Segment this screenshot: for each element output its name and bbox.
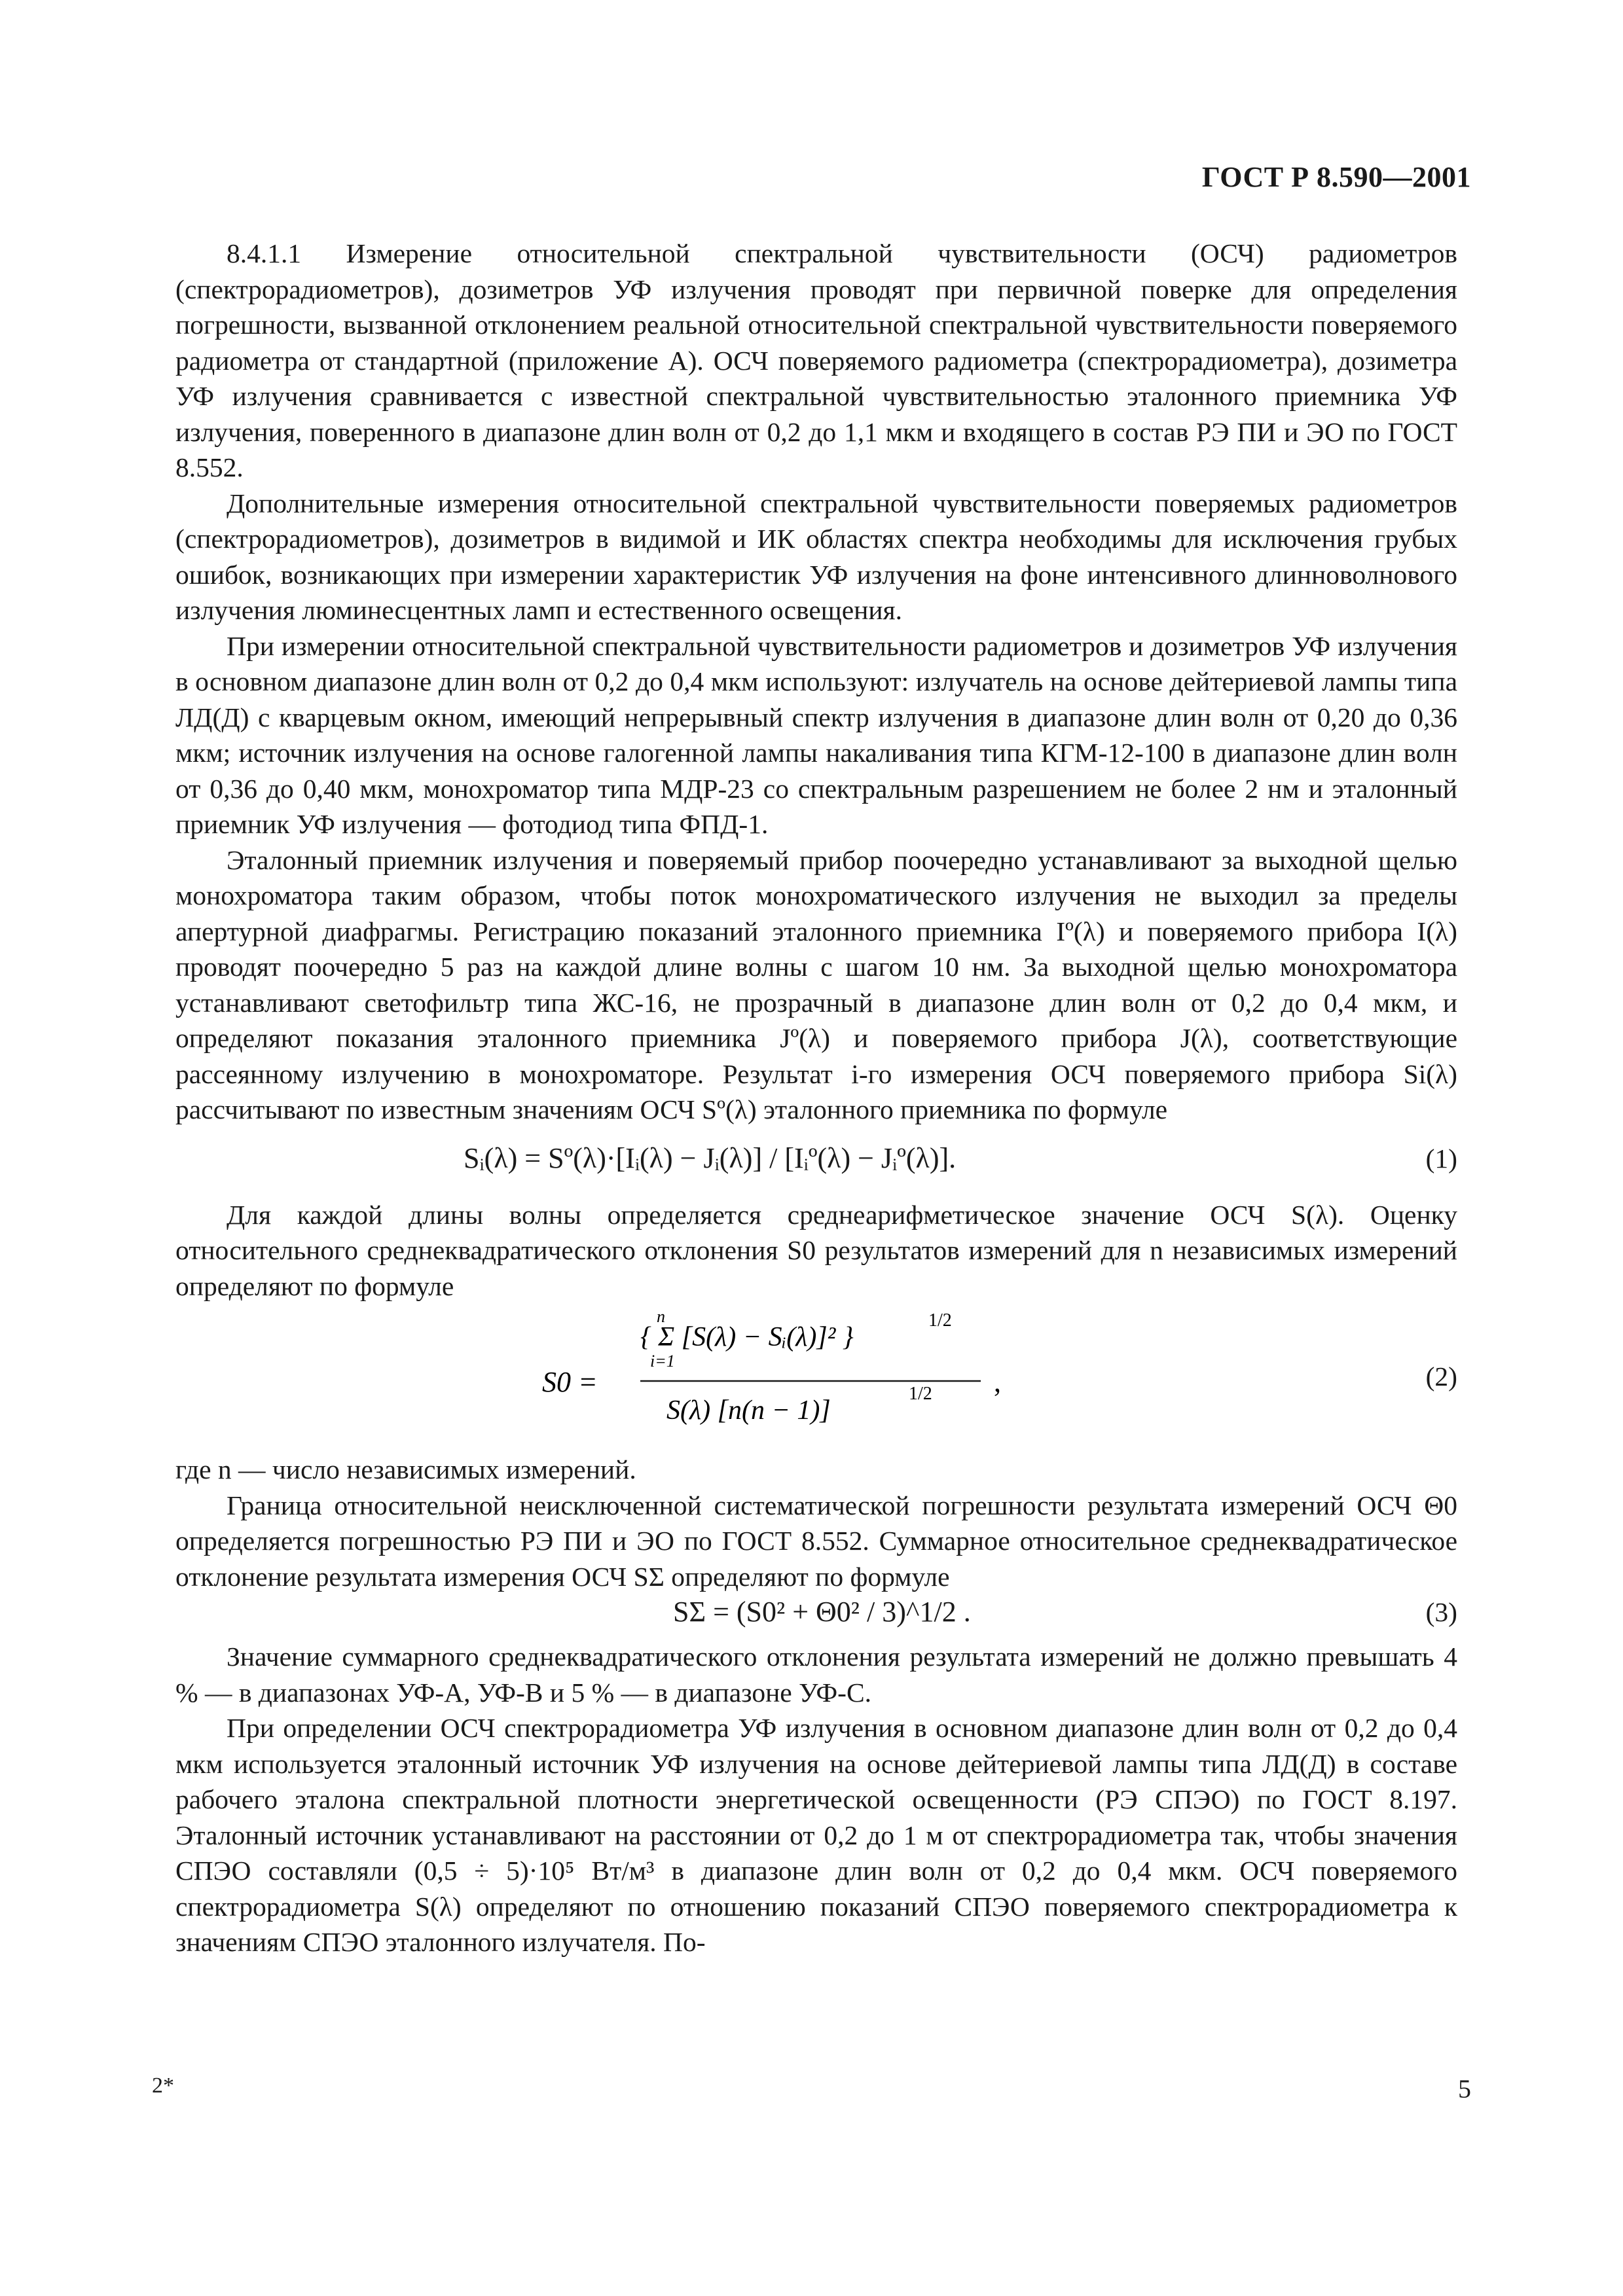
paragraph-8-4-1-1: 8.4.1.1 Измерение относительной спектральной чувствительности (ОСЧ) радиометров (спектрорадиометров), дозиметров УФ излучения проводят при первичной поверке для определения погрешности, вызванной отклонением реальной относительной спектральной чувствительности поверяемого радиометра от стандартной (приложение А). ОСЧ поверяемого радиометра (спектрорадиометра), дозиметра УФ излучения сравнивается с известной спектральной чувствительностью эталонного приемника УФ излучения, поверенного в диапазоне длин волн от 0,2 до 1,1 мкм и входящего в состав РЭ ПИ и ЭО по ГОСТ 8.552. [175, 238, 1457, 482]
equation-2-numerator: { Σ [S(λ) − Sᵢ(λ)]² } [640, 1322, 854, 1352]
paragraph-systematic-error: Граница относительной неисключенной систематической погрешности результата измерений ОСЧ Θ0 определяется погрешностью РЭ ПИ и ЭО по ГОСТ 8.552. Суммарное относительное среднеквадратическое отклонение результата измерения ОСЧ SΣ определяют по формуле [175, 1490, 1457, 1592]
paragraph-procedure: Эталонный приемник излучения и поверяемый прибор поочередно устанавливают за выходной щелью монохроматора таким образом, чтобы поток монохроматического излучения не выходил за пределы апертурной диафрагмы. Регистрацию показаний эталонного приемника Iº(λ) и поверяемого прибора I(λ) проводят поочередно 5 раз на каждой длине волны с шагом 10 нм. За выходной щелью монохроматора устанавливают светофильтр типа ЖС-16, не прозрачный в диапазоне длин волн от 0,2 до 0,4 мкм, и определяют показания эталонного приемника Jº(λ) и поверяемого прибора J(λ), соответствующие рассеянному излучению в монохроматоре. Результат i-го измерения ОСЧ поверяемого прибора Si(λ) рассчитывают по известным значениям ОСЧ Sº(λ) эталонного приемника по формуле [175, 844, 1457, 1124]
equation-3-formula: SΣ = (S0² + Θ0² / 3)^1/2 . [673, 1596, 971, 1628]
page-number: 5 [1458, 2074, 1471, 2104]
paragraph-measurement-equipment: При измерении относительной спектральной чувствительности радиометров и дозиметров УФ излучения в основном диапазоне длин волн от 0,2 до 0,4 мкм используют: излучатель на основе дейтериевой лампы типа ЛД(Д) с кварцевым окном, имеющий непрерывный спектр излучения в диапазоне длин волн от 0,20 до 0,36 мкм; источник излучения на основе галогенной лампы накаливания типа КГМ-12-100 в диапазоне длин волн от 0,36 до 0,40 мкм, монохроматор типа МДР-23 со спектральным разрешением не более 2 нм и эталонный приемник УФ излучения — фотодиод типа ФПД-1. [175, 630, 1457, 839]
equation-2 [175, 1308, 1457, 1445]
paragraph-limits: Значение суммарного среднеквадратического отклонения результата измерений не должно превышать 4 % — в диапазонах УФ-А, УФ-В и 5 % — в диапазоне УФ-С. [175, 1641, 1457, 1708]
equation-3-number: (3) [1425, 1597, 1457, 1627]
equation-2-number: (2) [1425, 1361, 1457, 1391]
document-body [175, 236, 1457, 1960]
equation-3 [175, 1594, 1457, 1636]
equation-2-graphic [542, 1308, 1131, 1445]
standard-header: ГОСТ Р 8.590—2001 [1201, 161, 1471, 193]
paragraph-mean-value: Для каждой длины волны определяется среднеарифметическое значение ОСЧ S(λ). Оценку относительного среднеквадратического отклонения S0 результатов измерений для n независимых измерений определяют по формуле [175, 1199, 1457, 1301]
paragraph-spectroradiometer: При определении ОСЧ спектрорадиометра УФ излучения в основном диапазоне длин волн от 0,2 до 0,4 мкм используется эталонный источник УФ излучения на основе дейтериевой лампы типа ЛД(Д) в составе рабочего эталона спектральной плотности энергетической освещенности (РЭ СПЭО) по ГОСТ 8.197. Эталонный источник устанавливают на расстоянии от 0,2 до 1 м от спектрорадиометра так, чтобы значения СПЭО составляли (0,5 ÷ 5)·10⁵ Вт/м³ в диапазоне длин волн от 0,2 до 0,4 мкм. ОСЧ поверяемого спектрорадиометра S(λ) определяют по отношению показаний СПЭО поверяемого спектрорадиометра к значениям СПЭО эталонного излучателя. По- [175, 1713, 1457, 1957]
equation-2-lhs: S0 = [542, 1366, 598, 1398]
equation-2-trail: , [994, 1366, 1001, 1398]
equation-2-den-power: 1/2 [909, 1384, 932, 1404]
equation-2-sum-bottom: i=1 [650, 1352, 675, 1371]
equation-1 [175, 1136, 1457, 1188]
paragraph-where-n: где n — число независимых измерений. [175, 1454, 636, 1484]
footer-signature-mark: 2* [152, 2073, 174, 2098]
paragraph-additional-measurements: Дополнительные измерения относительной спектральной чувствительности поверяемых радиометров (спектрорадиометров), дозиметров в видимой и ИК областях спектра необходимы для исключения грубых ошибок, возникающих при измерении характеристик УФ излучения на фоне интенсивного длинноволнового излучения люминесцентных ламп и естественного освещения. [175, 488, 1457, 625]
equation-2-sum-top: n [657, 1308, 665, 1326]
equation-1-number: (1) [1425, 1143, 1457, 1174]
equation-2-denominator: S(λ) [n(n − 1)] [666, 1395, 831, 1426]
equation-1-formula: Sᵢ(λ) = Sº(λ)·[Iᵢ(λ) − Jᵢ(λ)] / [Iᵢº(λ) − Jᵢº(λ)]. [464, 1141, 957, 1174]
equation-2-power: 1/2 [928, 1310, 952, 1331]
